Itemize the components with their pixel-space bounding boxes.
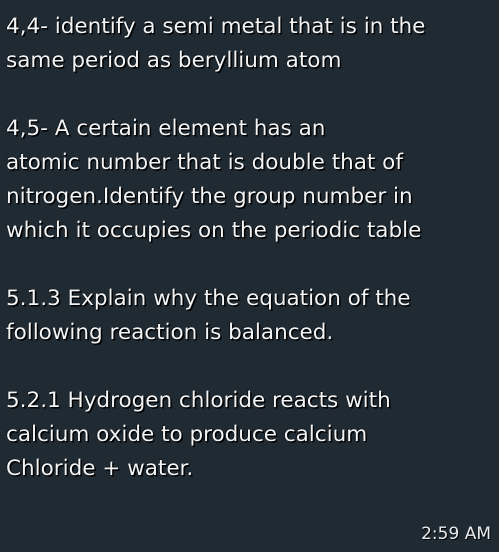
message-line: 5.2.1 Hydrogen chloride reacts with (6, 388, 391, 413)
question-5-1-3 (6, 282, 491, 350)
message-line: calcium oxide to produce calcium (6, 422, 368, 447)
message-line: nitrogen.Identify the group number in (6, 184, 413, 209)
message-line: which it occupies on the periodic table (6, 218, 422, 243)
message-line: 5.1.3 Explain why the equation of the (6, 286, 411, 311)
message-line: atomic number that is double that of (6, 150, 403, 175)
paragraph-gap (6, 248, 491, 282)
message-line: 4,4- identify a semi metal that is in the (6, 14, 426, 39)
message-line: following reaction is balanced. (6, 320, 334, 345)
paragraph-gap (6, 350, 491, 384)
question-4-5 (6, 112, 491, 248)
question-5-2-1 (6, 384, 491, 486)
message-line: 4,5- A certain element has an (6, 116, 326, 141)
paragraph-gap (6, 78, 491, 112)
message-line: same period as beryllium atom (6, 48, 342, 73)
message-line: Chloride + water. (6, 456, 194, 481)
message-timestamp: 2:59 AM (421, 524, 491, 544)
question-4-4 (6, 10, 491, 78)
message-text (6, 10, 491, 486)
